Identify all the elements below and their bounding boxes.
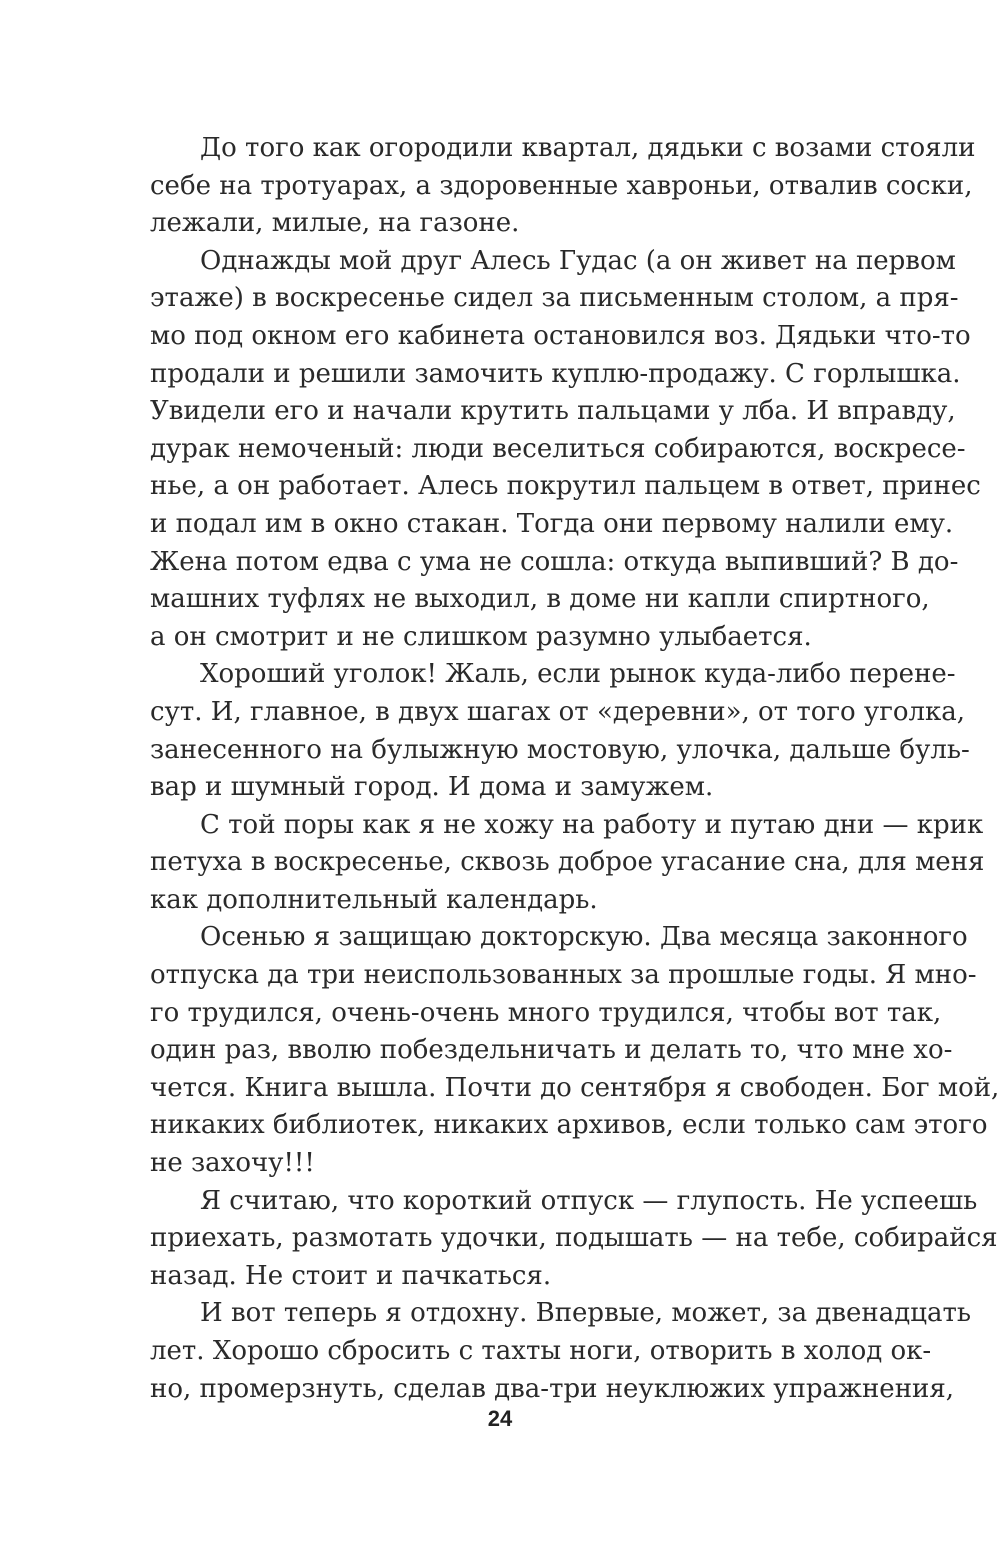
text-line: лет. Хорошо сбросить с тахты ноги, отворить в холод ок- [150,1336,932,1366]
text-line: мо под окном его кабинета остановился воз. Дядьки что-то [150,320,971,351]
paragraph [150,656,970,806]
text-line: никаких библиотек, никаких архивов, если только сам этого [150,1110,988,1141]
text-line: а он смотрит и не слишком разумно улыбается. [150,621,812,652]
text-line: отпуска да три неиспользованных за прошлые годы. Я мно- [150,960,977,991]
text-line: Я считаю, что короткий отпуск — глупость. Не успеешь [200,1185,978,1216]
text-line: Увидели его и начали крутить пальцами у лба. И вправду, [150,396,956,427]
paragraph [150,243,981,657]
paragraph [150,1295,971,1408]
text-line: нье, а он работает. Алесь покрутил пальцем в ответ, принес [150,471,981,502]
text-line: дурак немоченый: люди веселиться собираются, воскресе- [150,433,966,464]
page-number: 24 [487,1406,513,1431]
body-text [150,130,1000,1408]
text-line: вар и шумный город. И дома и замужем. [150,772,714,803]
text-line: один раз, вволю побездельничать и делать то, что мне хо- [150,1035,953,1066]
text-line: машних туфлях не выходил, в доме ни капли спиртного, [150,584,930,615]
text-line: Однажды мой друг Алесь Гудас (а он живет на первом [200,245,956,276]
paragraph [150,1183,998,1296]
text-line: но, промерзнуть, сделав два-три неуклюжих упражнения, [150,1373,955,1404]
text-line: Жена потом едва с ума не сошла: откуда выпивший? В до- [150,546,959,577]
text-line: назад. Не стоит и пачкаться. [150,1260,552,1291]
text-line: продали и решили замочить куплю-продажу. С горлышка. [150,358,961,389]
text-line: С той поры как я не хожу на работу и путаю дни — крик [200,809,984,840]
text-line: го трудился, очень-очень много трудился, чтобы вот так, [150,997,942,1028]
text-line: петуха в воскресенье, сквозь доброе угасание сна, для меня [150,847,985,878]
text-line: и подал им в окно стакан. Тогда они первому налили ему. [150,508,954,539]
text-line: приехать, размотать удочки, подышать — на тебе, собирайся [150,1223,998,1254]
text-line: Хороший уголок! Жаль, если рынок куда-либо перене- [200,659,956,690]
text-line: занесенного на булыжную мостовую, улочка, дальше буль- [150,734,970,765]
paragraph [150,130,976,243]
text-line: И вот теперь я отдохну. Впервые, может, за двенадцать [200,1298,971,1329]
text-line: сут. И, главное, в двух шагах от «деревни», от того уголка, [150,696,966,727]
paragraph [150,919,1000,1182]
text-line: чется. Книга вышла. Почти до сентября я свободен. Бог мой, [150,1072,1000,1103]
text-line: себе на тротуарах, а здоровенные хавроньи, отвалив соски, [150,170,973,201]
text-line: Осенью я защищаю докторскую. Два месяца законного [200,922,968,953]
text-line: До того как огородили квартал, дядьки с возами стояли [200,133,976,163]
paragraph [150,807,985,920]
text-line: этаже) в воскресенье сидел за письменным столом, а пря- [150,283,959,314]
text-line: не захочу!!! [150,1148,315,1179]
text-line: как дополнительный календарь. [150,884,598,915]
text-line: лежали, милые, на газоне. [150,208,520,239]
